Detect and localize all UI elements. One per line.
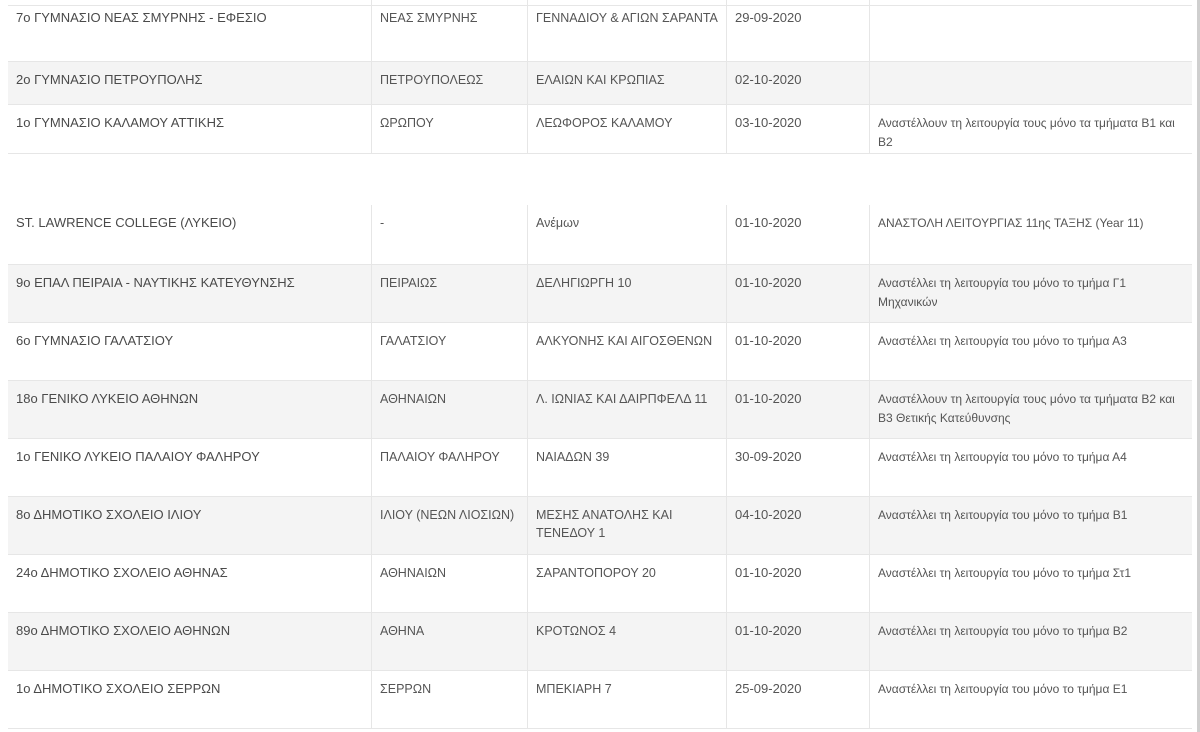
address-cell: Λ. ΙΩΝΙΑΣ ΚΑΙ ΔΑΙΡΠΦΕΛΔ 11 [528,381,727,438]
area-cell: ΑΘΗΝΑ [372,613,528,670]
table-row [8,381,1192,439]
address-cell: ΝΑΙΑΔΩΝ 39 [528,439,727,496]
school-cell: ST. LAWRENCE COLLEGE (ΛΥΚΕΙΟ) [8,205,372,264]
address-cell: ΛΕΩΦΟΡΟΣ ΚΑΛΑΜΟΥ [528,105,727,153]
table-row [8,265,1192,323]
note-cell [870,62,1192,104]
area-cell: ΑΘΗΝΑΙΩΝ [372,555,528,612]
table-row [8,439,1192,497]
school-cell: 1ο ΓΕΝΙΚΟ ΛΥΚΕΙΟ ΠΑΛΑΙΟΥ ΦΑΛΗΡΟΥ [8,439,372,496]
area-cell: - [372,205,528,264]
school-cell: 18ο ΓΕΝΙΚΟ ΛΥΚΕΙΟ ΑΘΗΝΩΝ [8,381,372,438]
table-row [8,613,1192,671]
closures-table-2 [8,205,1192,729]
address-cell: ΓΕΝΝΑΔΙΟΥ & ΑΓΙΩΝ ΣΑΡΑΝΤΑ [528,0,727,61]
table-row [8,0,1192,62]
school-cell: 1ο ΓΥΜΝΑΣΙΟ ΚΑΛΑΜΟΥ ΑΤΤΙΚΗΣ [8,105,372,153]
date-cell: 01-10-2020 [727,555,870,612]
address-cell: ΕΛΑΙΩΝ ΚΑΙ ΚΡΩΠΙΑΣ [528,62,727,104]
note-cell: Αναστέλλει τη λειτουργία του μόνο το τμήμα Β1 [878,508,1128,522]
table-row [8,671,1192,729]
school-cell: 1ο ΔΗΜΟΤΙΚΟ ΣΧΟΛΕΙΟ ΣΕΡΡΩΝ [8,671,372,728]
note-cell: Αναστέλλει τη λειτουργία του μόνο το τμήμα Γ1 Μηχανικών [878,276,1127,309]
address-cell: ΣΑΡΑΝΤΟΠΟΡΟΥ 20 [528,555,727,612]
area-cell: ΩΡΩΠΟΥ [372,105,528,153]
address-cell: ΚΡΟΤΩΝΟΣ 4 [528,613,727,670]
note-cell: Αναστέλλει τη λειτουργία του μόνο το τμήμα Α3 [878,334,1127,348]
date-cell: 01-10-2020 [727,265,870,322]
closures-table-1 [8,0,1192,154]
table-row [8,62,1192,105]
area-cell: ΠΑΛΑΙΟΥ ΦΑΛΗΡΟΥ [372,439,528,496]
date-cell: 30-09-2020 [727,439,870,496]
table-row [8,555,1192,613]
school-cell: 24ο ΔΗΜΟΤΙΚΟ ΣΧΟΛΕΙΟ ΑΘΗΝΑΣ [8,555,372,612]
school-cell: 7ο ΓΥΜΝΑΣΙΟ ΝΕΑΣ ΣΜΥΡΝΗΣ - ΕΦΕΣΙΟ [8,0,372,61]
vertical-scrollbar[interactable] [1194,0,1200,732]
date-cell: 29-09-2020 [727,0,870,61]
note-cell: Αναστέλλει τη λειτουργία του μόνο το τμήμα Ε1 [878,682,1128,696]
address-cell: ΜΕΣΗΣ ΑΝΑΤΟΛΗΣ ΚΑΙ ΤΕΝΕΔΟΥ 1 [528,497,727,554]
note-cell [870,0,1192,61]
table-row [8,323,1192,381]
date-cell: 01-10-2020 [727,323,870,380]
school-cell: 8ο ΔΗΜΟΤΙΚΟ ΣΧΟΛΕΙΟ ΙΛΙΟΥ [8,497,372,554]
area-cell: ΓΑΛΑΤΣΙΟΥ [372,323,528,380]
school-cell: 2ο ΓΥΜΝΑΣΙΟ ΠΕΤΡΟΥΠΟΛΗΣ [8,62,372,104]
area-cell: ΝΕΑΣ ΣΜΥΡΝΗΣ [372,0,528,61]
address-cell: ΜΠΕΚΙΑΡΗ 7 [528,671,727,728]
area-cell: ΙΛΙΟΥ (ΝΕΩΝ ΛΙΟΣΙΩΝ) [372,497,528,554]
school-cell: 9ο ΕΠΑΛ ΠΕΙΡΑΙΑ - ΝΑΥΤΙΚΗΣ ΚΑΤΕΥΘΥΝΣΗΣ [8,265,372,322]
note-cell: Αναστέλλει τη λειτουργία του μόνο το τμήμα Β2 [878,624,1128,638]
note-cell: Αναστέλλουν τη λειτουργία τους μόνο τα τμήματα Β2 και Β3 Θετικής Κατεύθυνσης [878,392,1175,425]
table-row [8,205,1192,265]
note-cell: Αναστέλλει τη λειτουργία του μόνο το τμήμα Α4 [878,450,1127,464]
area-cell: ΑΘΗΝΑΙΩΝ [372,381,528,438]
date-cell: 03-10-2020 [727,105,870,153]
date-cell: 01-10-2020 [727,205,870,264]
table-row [8,497,1192,555]
address-cell: ΑΛΚΥΟΝΗΣ ΚΑΙ ΑΙΓΟΣΘΕΝΩΝ [528,323,727,380]
date-cell: 01-10-2020 [727,381,870,438]
note-cell: ΑΝΑΣΤΟΛΗ ΛΕΙΤΟΥΡΓΙΑΣ 11ης ΤΑΞΗΣ (Year 11) [878,216,1144,230]
area-cell: ΠΕΙΡΑΙΩΣ [372,265,528,322]
date-cell: 25-09-2020 [727,671,870,728]
school-cell: 89ο ΔΗΜΟΤΙΚΟ ΣΧΟΛΕΙΟ ΑΘΗΝΩΝ [8,613,372,670]
date-cell: 04-10-2020 [727,497,870,554]
area-cell: ΠΕΤΡΟΥΠΟΛΕΩΣ [372,62,528,104]
school-cell: 6ο ΓΥΜΝΑΣΙΟ ΓΑΛΑΤΣΙΟΥ [8,323,372,380]
address-cell: Ανέμων [528,205,727,264]
date-cell: 01-10-2020 [727,613,870,670]
address-cell: ΔΕΛΗΓΙΩΡΓΗ 10 [528,265,727,322]
table-row [8,105,1192,154]
date-cell: 02-10-2020 [727,62,870,104]
note-cell: Αναστέλλει τη λειτουργία του μόνο το τμήμα Στ1 [878,566,1131,580]
note-cell: Αναστέλλουν τη λειτουργία τους μόνο τα τμήματα Β1 και Β2 [878,116,1175,149]
area-cell: ΣΕΡΡΩΝ [372,671,528,728]
